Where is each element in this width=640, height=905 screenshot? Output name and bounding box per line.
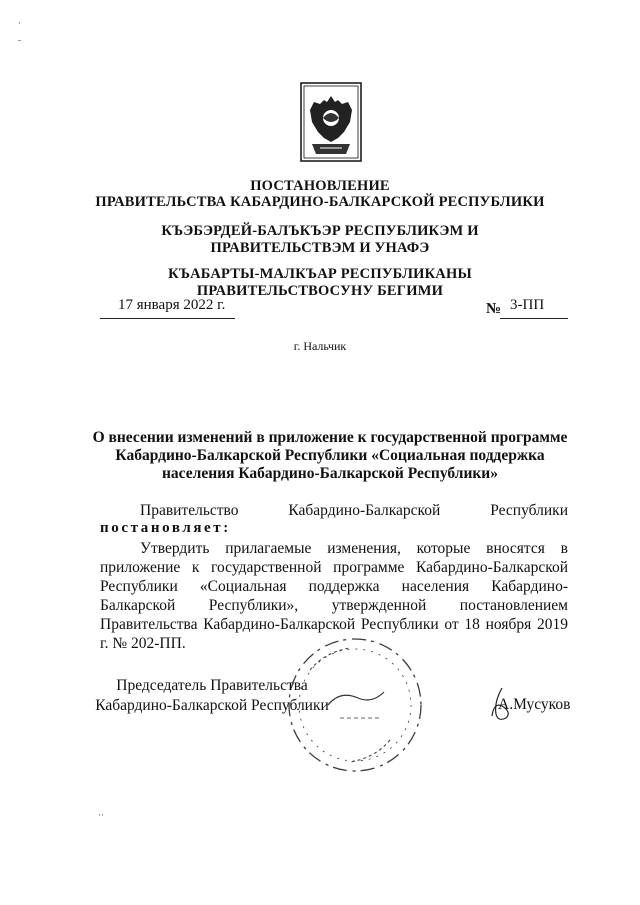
city: г. Нальчик xyxy=(293,339,347,353)
scan-speck: ˉ xyxy=(18,38,21,48)
issuing-authority-ru: ПРАВИТЕЛЬСТВА КАБАРДИНО-БАЛКАРСКОЙ РЕСПУБЛИКИ xyxy=(95,194,545,210)
scan-speck: ·· xyxy=(98,810,104,820)
number-underline xyxy=(500,318,568,319)
gov-word-3: Республики xyxy=(490,502,568,519)
document-date: 17 января 2022 г. xyxy=(118,297,226,313)
position-line-1: Председатель Правительства xyxy=(116,677,308,694)
issuing-authority-balkar: КЪАБАРТЫ-МАЛКЪАР РЕСПУБЛИКАНЫ ПРАВИТЕЛЬСТВОСУНУ БЕГИМИ xyxy=(168,266,472,299)
issuing-authority-kabardian: КЪЭБЭРДЕЙ-БАЛЪКЪЭР РЕСПУБЛИКЭМ И ПРАВИТЕЛЬСТВЭМ И УНАФЭ xyxy=(161,223,479,256)
document-title: О внесении изменений в приложение к государственной программе Кабардино-Балкарской Республики «Социальная поддержка населения Кабардино-Балкарской Республики» xyxy=(92,429,568,482)
resolves-word: постановляет: xyxy=(100,520,231,536)
government-line xyxy=(100,501,568,520)
position-line-2: Кабардино-Балкарской Республики xyxy=(95,697,329,714)
scan-speck: · xyxy=(18,18,21,28)
document-number: 3-ПП xyxy=(510,297,545,313)
coat-of-arms-emblem-icon xyxy=(300,82,362,162)
date-underline xyxy=(100,318,235,319)
number-sign: № xyxy=(486,301,502,317)
signatory-name: А.Мусуков xyxy=(498,696,571,713)
signatory-position xyxy=(92,676,332,716)
gov-word-2: Кабардино-Балкарской xyxy=(288,502,441,519)
resolution-paragraph: Утвердить прилагаемые изменения, которые вносятся в приложение к государственной программе Кабардино-Балкарской Республики «Социальная поддержка населения Кабардино-Балкарской Республики», утвержденной постановлением Правительства Кабардино-Балкарской Республики от 18 ноября 2019 г. № 202-ПП. xyxy=(100,540,568,652)
gov-word-1: Правительство xyxy=(140,502,239,519)
document-type-heading: ПОСТАНОВЛЕНИЕ xyxy=(250,178,390,194)
